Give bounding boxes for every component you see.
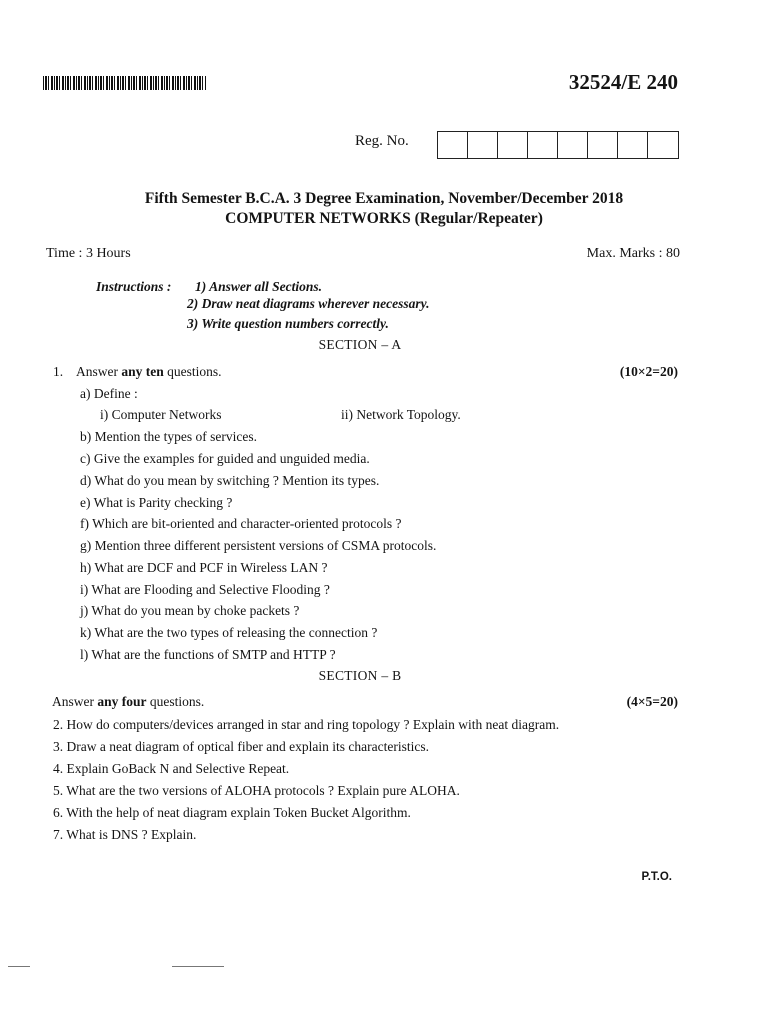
reg-no-box: [498, 132, 528, 158]
scan-mark: [8, 966, 30, 967]
reg-no-box: [588, 132, 618, 158]
time-allowed: Time : 3 Hours: [46, 246, 131, 261]
question: 4. Explain GoBack N and Selective Repeat.: [53, 761, 290, 776]
section-a-prompt: [76, 364, 222, 380]
question-subitem: ii) Network Topology.: [341, 407, 461, 422]
paper-code: 32524/E 240: [568, 70, 678, 94]
question-item: k) What are the two types of releasing the connection ?: [80, 625, 378, 640]
prompt-text: Answer: [52, 694, 98, 709]
instruction-item: 3) Write question numbers correctly.: [187, 316, 389, 331]
question-item: j) What do you mean by choke packets ?: [80, 603, 300, 618]
reg-no-box: [528, 132, 558, 158]
section-a-heading: SECTION – A: [318, 337, 402, 352]
prompt-text: Answer: [76, 364, 122, 379]
max-marks: Max. Marks : 80: [586, 246, 680, 261]
reg-no-boxes: [437, 131, 679, 159]
barcode: [43, 76, 206, 90]
prompt-text: questions.: [163, 364, 222, 379]
question-number: 1.: [53, 364, 64, 379]
reg-no-box: [438, 132, 468, 158]
instruction-item: 2) Draw neat diagrams wherever necessary.: [187, 296, 430, 311]
subject-title: COMPUTER NETWORKS (Regular/Repeater): [225, 210, 543, 227]
question-item: g) Mention three different persistent versions of CSMA protocols.: [80, 538, 437, 553]
question: 7. What is DNS ? Explain.: [53, 827, 197, 842]
pto-marker: P.T.O.: [641, 871, 672, 883]
reg-no-box: [648, 132, 678, 158]
prompt-text: questions.: [146, 694, 205, 709]
question-item: a) Define :: [80, 386, 138, 401]
question-subitem: i) Computer Networks: [100, 407, 222, 422]
instructions-label: Instructions :: [96, 279, 172, 294]
instruction-item: 1) Answer all Sections.: [195, 279, 323, 294]
question-item: c) Give the examples for guided and unguided media.: [80, 451, 370, 466]
question-item: h) What are DCF and PCF in Wireless LAN ?: [80, 560, 328, 575]
reg-no-label: Reg. No.: [355, 133, 409, 149]
reg-no-box: [618, 132, 648, 158]
section-b-marks: (4×5=20): [626, 694, 678, 709]
question: 3. Draw a neat diagram of optical fiber and explain its characteristics.: [53, 739, 429, 754]
question-item: d) What do you mean by switching ? Mention its types.: [80, 473, 380, 488]
prompt-emphasis: any four: [97, 694, 147, 709]
question: 5. What are the two versions of ALOHA protocols ? Explain pure ALOHA.: [53, 783, 460, 798]
exam-title: Fifth Semester B.C.A. 3 Degree Examination, November/December 2018: [144, 190, 624, 207]
scan-mark: [172, 966, 224, 967]
reg-no-box: [468, 132, 498, 158]
section-a-marks: (10×2=20): [619, 364, 678, 379]
question: 6. With the help of neat diagram explain Token Bucket Algorithm.: [53, 805, 411, 820]
section-b-heading: SECTION – B: [318, 668, 402, 683]
question-item: e) What is Parity checking ?: [80, 495, 233, 510]
section-b-prompt: [52, 694, 204, 710]
question-item: b) Mention the types of services.: [80, 429, 257, 444]
prompt-emphasis: any ten: [121, 364, 164, 379]
question-item: i) What are Flooding and Selective Flooding ?: [80, 582, 330, 597]
reg-no-box: [558, 132, 588, 158]
question-item: f) Which are bit-oriented and character-oriented protocols ?: [80, 516, 402, 531]
question: 2. How do computers/devices arranged in star and ring topology ? Explain with neat diagram.: [53, 717, 560, 732]
question-item: l) What are the functions of SMTP and HTTP ?: [80, 647, 336, 662]
